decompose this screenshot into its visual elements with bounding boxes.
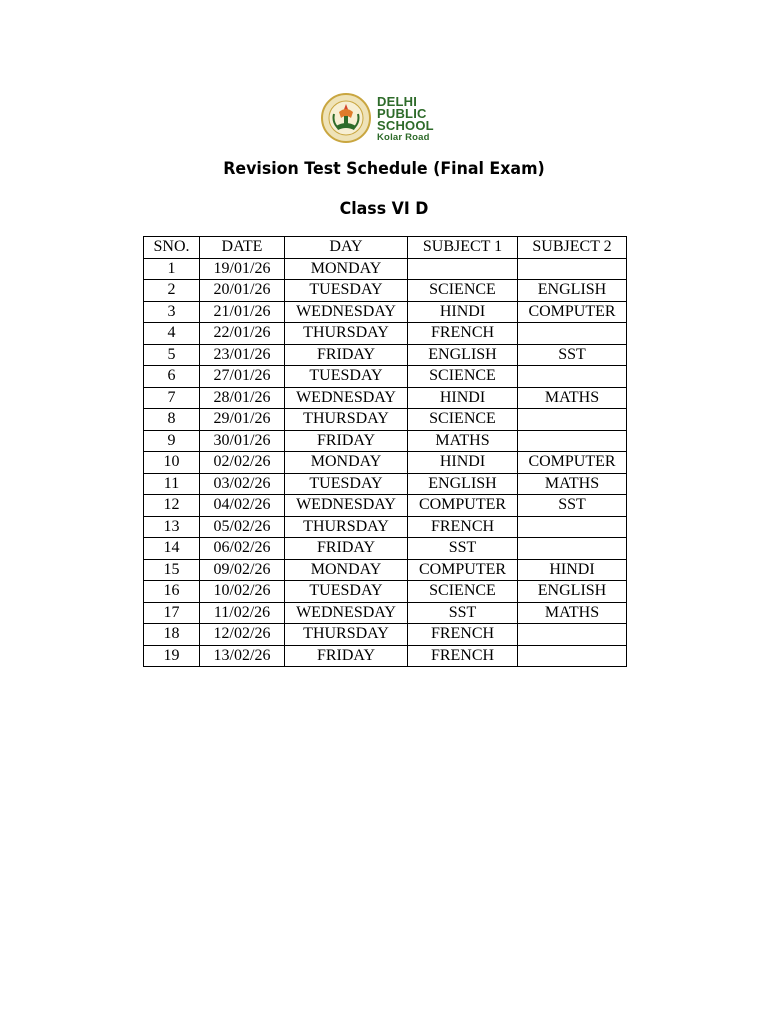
table-header-row xyxy=(144,237,627,259)
cell-sno: 19 xyxy=(144,645,200,667)
table-row xyxy=(144,645,627,667)
cell-subject-1: SCIENCE xyxy=(408,366,518,388)
cell-subject-2 xyxy=(518,323,627,345)
cell-day: WEDNESDAY xyxy=(285,301,408,323)
cell-day: TUESDAY xyxy=(285,280,408,302)
cell-subject-2: ENGLISH xyxy=(518,280,627,302)
cell-sno: 6 xyxy=(144,366,200,388)
cell-date: 29/01/26 xyxy=(200,409,285,431)
header-subject-2: SUBJECT 2 xyxy=(518,237,627,259)
header-sno: SNO. xyxy=(144,237,200,259)
cell-date: 30/01/26 xyxy=(200,430,285,452)
cell-subject-1: ENGLISH xyxy=(408,344,518,366)
cell-subject-1: HINDI xyxy=(408,301,518,323)
schedule-table xyxy=(143,236,627,667)
table-row xyxy=(144,301,627,323)
cell-sno: 1 xyxy=(144,258,200,280)
schedule-body xyxy=(144,258,627,667)
cell-day: MONDAY xyxy=(285,258,408,280)
cell-date: 22/01/26 xyxy=(200,323,285,345)
cell-date: 09/02/26 xyxy=(200,559,285,581)
cell-subject-1: MATHS xyxy=(408,430,518,452)
header-date: DATE xyxy=(200,237,285,259)
table-row xyxy=(144,344,627,366)
cell-subject-2 xyxy=(518,409,627,431)
cell-date: 05/02/26 xyxy=(200,516,285,538)
cell-subject-1: ENGLISH xyxy=(408,473,518,495)
cell-sno: 3 xyxy=(144,301,200,323)
school-name-line1: DELHI xyxy=(377,94,417,109)
cell-subject-1 xyxy=(408,258,518,280)
cell-subject-2 xyxy=(518,538,627,560)
cell-sno: 11 xyxy=(144,473,200,495)
table-row xyxy=(144,516,627,538)
cell-date: 10/02/26 xyxy=(200,581,285,603)
cell-date: 20/01/26 xyxy=(200,280,285,302)
cell-sno: 14 xyxy=(144,538,200,560)
cell-sno: 13 xyxy=(144,516,200,538)
cell-sno: 9 xyxy=(144,430,200,452)
cell-day: WEDNESDAY xyxy=(285,602,408,624)
cell-day: THURSDAY xyxy=(285,516,408,538)
cell-sno: 12 xyxy=(144,495,200,517)
table-row xyxy=(144,559,627,581)
cell-sno: 2 xyxy=(144,280,200,302)
table-row xyxy=(144,624,627,646)
cell-day: TUESDAY xyxy=(285,366,408,388)
school-logo xyxy=(320,92,450,144)
school-name-line3: SCHOOL xyxy=(377,118,434,133)
cell-subject-1: SCIENCE xyxy=(408,280,518,302)
cell-day: MONDAY xyxy=(285,559,408,581)
cell-sno: 10 xyxy=(144,452,200,474)
table-row xyxy=(144,602,627,624)
school-emblem-icon xyxy=(320,92,372,144)
cell-subject-1: COMPUTER xyxy=(408,559,518,581)
cell-sno: 18 xyxy=(144,624,200,646)
cell-date: 04/02/26 xyxy=(200,495,285,517)
table-row xyxy=(144,430,627,452)
cell-subject-2: HINDI xyxy=(518,559,627,581)
cell-subject-1: HINDI xyxy=(408,452,518,474)
cell-sno: 8 xyxy=(144,409,200,431)
cell-sno: 17 xyxy=(144,602,200,624)
cell-day: FRIDAY xyxy=(285,538,408,560)
cell-sno: 5 xyxy=(144,344,200,366)
cell-sno: 15 xyxy=(144,559,200,581)
cell-day: THURSDAY xyxy=(285,409,408,431)
table-row xyxy=(144,452,627,474)
table-row xyxy=(144,323,627,345)
cell-day: THURSDAY xyxy=(285,624,408,646)
cell-subject-1: COMPUTER xyxy=(408,495,518,517)
cell-subject-1: FRENCH xyxy=(408,624,518,646)
cell-date: 03/02/26 xyxy=(200,473,285,495)
cell-day: FRIDAY xyxy=(285,344,408,366)
cell-subject-2: MATHS xyxy=(518,602,627,624)
header-subject-1: SUBJECT 1 xyxy=(408,237,518,259)
cell-subject-2 xyxy=(518,258,627,280)
cell-date: 19/01/26 xyxy=(200,258,285,280)
table-row xyxy=(144,366,627,388)
cell-day: WEDNESDAY xyxy=(285,387,408,409)
table-row xyxy=(144,495,627,517)
table-row xyxy=(144,473,627,495)
cell-day: FRIDAY xyxy=(285,430,408,452)
cell-date: 02/02/26 xyxy=(200,452,285,474)
cell-sno: 7 xyxy=(144,387,200,409)
cell-date: 13/02/26 xyxy=(200,645,285,667)
cell-date: 06/02/26 xyxy=(200,538,285,560)
cell-date: 28/01/26 xyxy=(200,387,285,409)
cell-day: THURSDAY xyxy=(285,323,408,345)
cell-day: WEDNESDAY xyxy=(285,495,408,517)
cell-subject-1: SST xyxy=(408,538,518,560)
table-row xyxy=(144,280,627,302)
cell-subject-1: HINDI xyxy=(408,387,518,409)
cell-date: 27/01/26 xyxy=(200,366,285,388)
cell-date: 21/01/26 xyxy=(200,301,285,323)
cell-subject-2: SST xyxy=(518,495,627,517)
cell-sno: 4 xyxy=(144,323,200,345)
cell-subject-2: ENGLISH xyxy=(518,581,627,603)
cell-subject-1: FRENCH xyxy=(408,516,518,538)
cell-subject-1: FRENCH xyxy=(408,645,518,667)
cell-day: TUESDAY xyxy=(285,473,408,495)
cell-subject-2: COMPUTER xyxy=(518,301,627,323)
cell-subject-2 xyxy=(518,645,627,667)
cell-subject-2: SST xyxy=(518,344,627,366)
cell-date: 11/02/26 xyxy=(200,602,285,624)
table-row xyxy=(144,538,627,560)
cell-day: MONDAY xyxy=(285,452,408,474)
class-title: Class VI D xyxy=(339,199,429,219)
cell-date: 12/02/26 xyxy=(200,624,285,646)
header-day: DAY xyxy=(285,237,408,259)
table-row xyxy=(144,409,627,431)
page-title: Revision Test Schedule (Final Exam) xyxy=(223,159,545,179)
cell-day: TUESDAY xyxy=(285,581,408,603)
cell-sno: 16 xyxy=(144,581,200,603)
cell-date: 23/01/26 xyxy=(200,344,285,366)
school-name xyxy=(377,96,434,143)
cell-subject-2 xyxy=(518,430,627,452)
school-name-line2: PUBLIC xyxy=(377,106,427,121)
cell-day: FRIDAY xyxy=(285,645,408,667)
cell-subject-2 xyxy=(518,624,627,646)
cell-subject-1: FRENCH xyxy=(408,323,518,345)
table-row xyxy=(144,258,627,280)
cell-subject-1: SCIENCE xyxy=(408,581,518,603)
cell-subject-2 xyxy=(518,516,627,538)
cell-subject-1: SCIENCE xyxy=(408,409,518,431)
cell-subject-1: SST xyxy=(408,602,518,624)
school-branch: Kolar Road xyxy=(377,132,430,143)
cell-subject-2: MATHS xyxy=(518,387,627,409)
cell-subject-2: COMPUTER xyxy=(518,452,627,474)
cell-subject-2: MATHS xyxy=(518,473,627,495)
table-row xyxy=(144,387,627,409)
cell-subject-2 xyxy=(518,366,627,388)
table-row xyxy=(144,581,627,603)
